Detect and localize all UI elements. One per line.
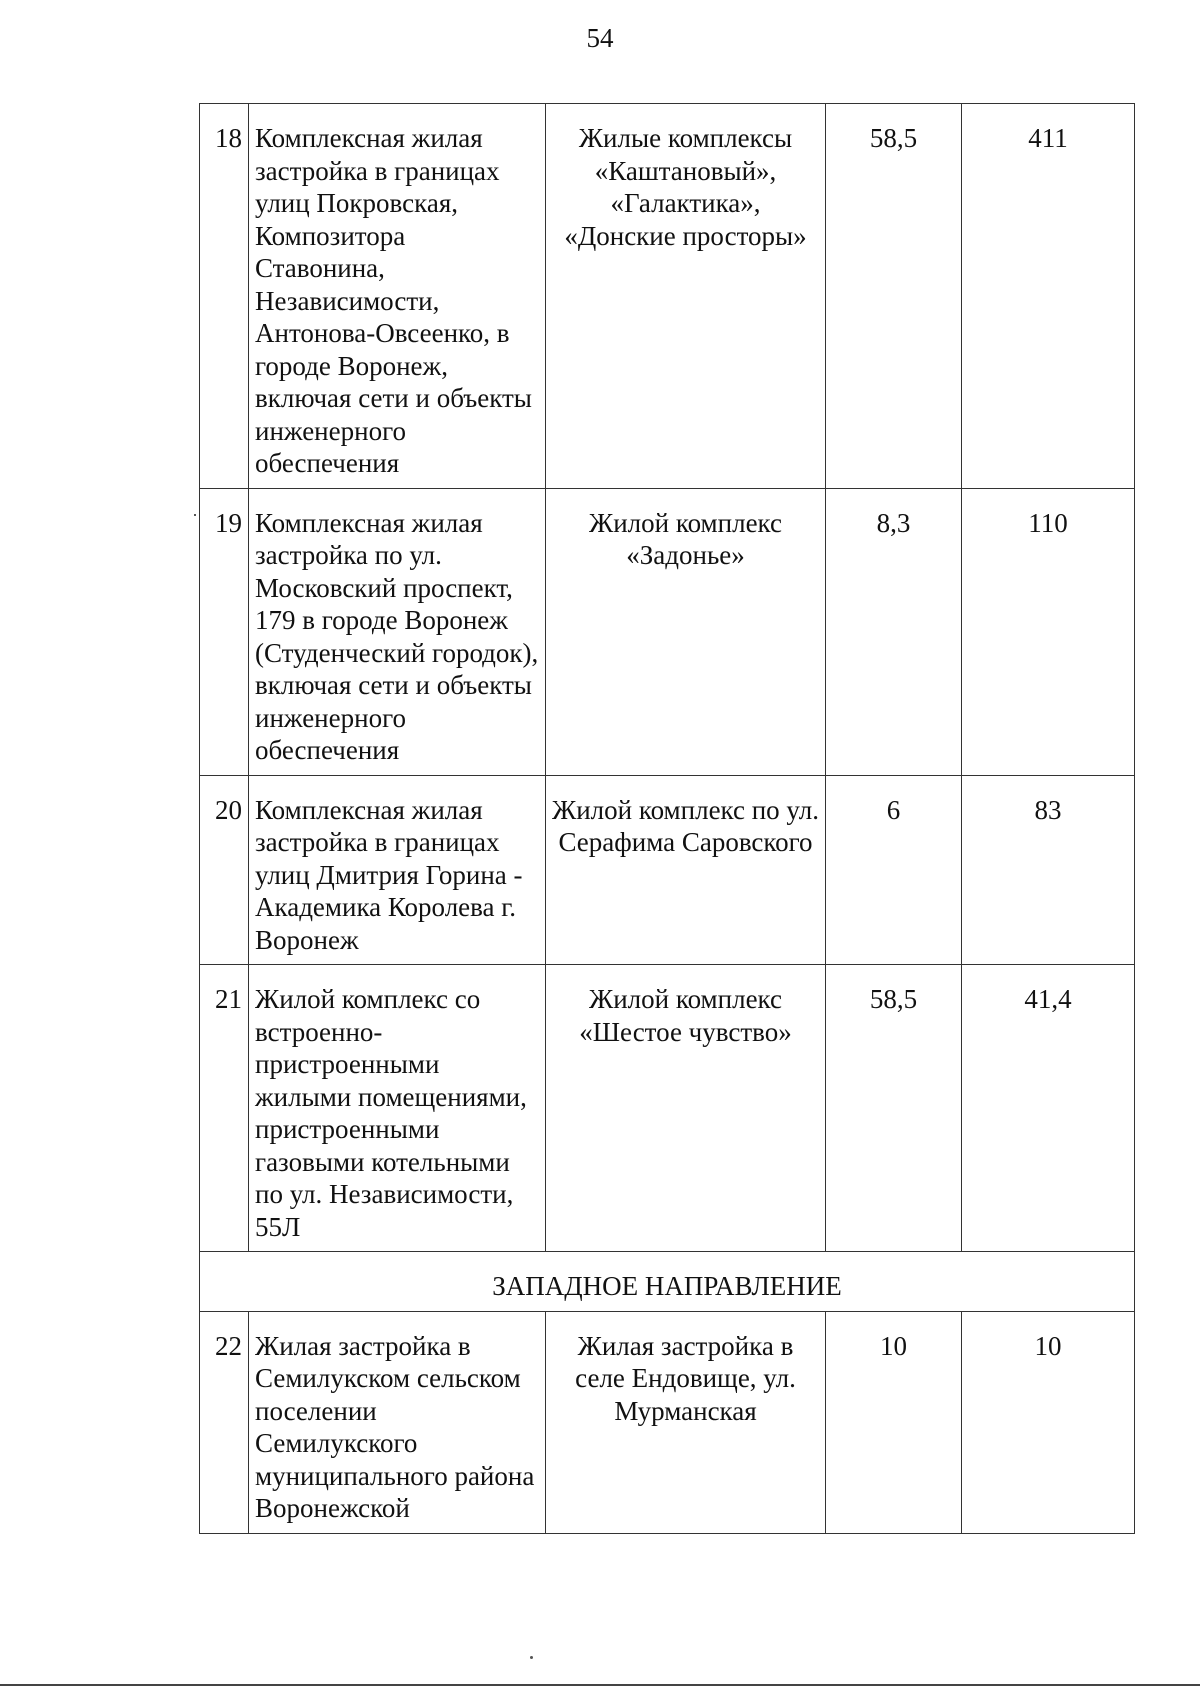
object-description: Комплексная жилая застройка в границах улиц Покровская, Композитора Ставонина, Независимости, Антонова-Овсеенко, в городе Воронеж, включая сети и объекты инженерного обеспечения (249, 104, 546, 489)
object-description: Жилая застройка в Семилукском сельском поселении Семилукского муниципального района Воронежской (249, 1311, 546, 1533)
row-number: 19 (200, 488, 249, 775)
scan-dot (530, 1656, 533, 1659)
complex-name: Жилой комплекс по ул. Серафима Саровского (546, 775, 826, 965)
object-description: Комплексная жилая застройка в границах улиц Дмитрия Горина - Академика Королева г. Воронеж (249, 775, 546, 965)
section-row (200, 1252, 1135, 1312)
page-number: 54 (586, 23, 614, 53)
value-1: 58,5 (826, 965, 962, 1252)
row-number: 18 (200, 104, 249, 489)
value-2: 83 (962, 775, 1135, 965)
complex-name: Жилой комплекс «Задонье» (546, 488, 826, 775)
table-row (200, 1311, 1135, 1533)
projects-table (199, 103, 1135, 1534)
value-1: 58,5 (826, 104, 962, 489)
table-row (200, 104, 1135, 489)
table-row (200, 965, 1135, 1252)
complex-name: Жилые комплексы «Каштановый», «Галактика», «Донские просторы» (546, 104, 826, 489)
row-number: 20 (200, 775, 249, 965)
value-2: 41,4 (962, 965, 1135, 1252)
value-2: 10 (962, 1311, 1135, 1533)
value-2: 110 (962, 488, 1135, 775)
table-row (200, 488, 1135, 775)
row-number: 21 (200, 965, 249, 1252)
page-bottom-rule (0, 1684, 1200, 1686)
value-1: 6 (826, 775, 962, 965)
row-number: 22 (200, 1311, 249, 1533)
object-description: Комплексная жилая застройка по ул. Московский проспект, 179 в городе Воронеж (Студенческий городок), включая сети и объекты инженерного обеспечения (249, 488, 546, 775)
complex-name: Жилая застройка в селе Ендовище, ул. Мурманская (546, 1311, 826, 1533)
complex-name: Жилой комплекс «Шестое чувство» (546, 965, 826, 1252)
table-row (200, 775, 1135, 965)
section-header: ЗАПАДНОЕ НАПРАВЛЕНИЕ (200, 1252, 1135, 1312)
scan-mark (194, 514, 196, 516)
value-1: 10 (826, 1311, 962, 1533)
value-1: 8,3 (826, 488, 962, 775)
object-description: Жилой комплекс со встроенно-пристроенными жилыми помещениями, пристроенными газовыми котельными по ул. Независимости, 55Л (249, 965, 546, 1252)
value-2: 411 (962, 104, 1135, 489)
